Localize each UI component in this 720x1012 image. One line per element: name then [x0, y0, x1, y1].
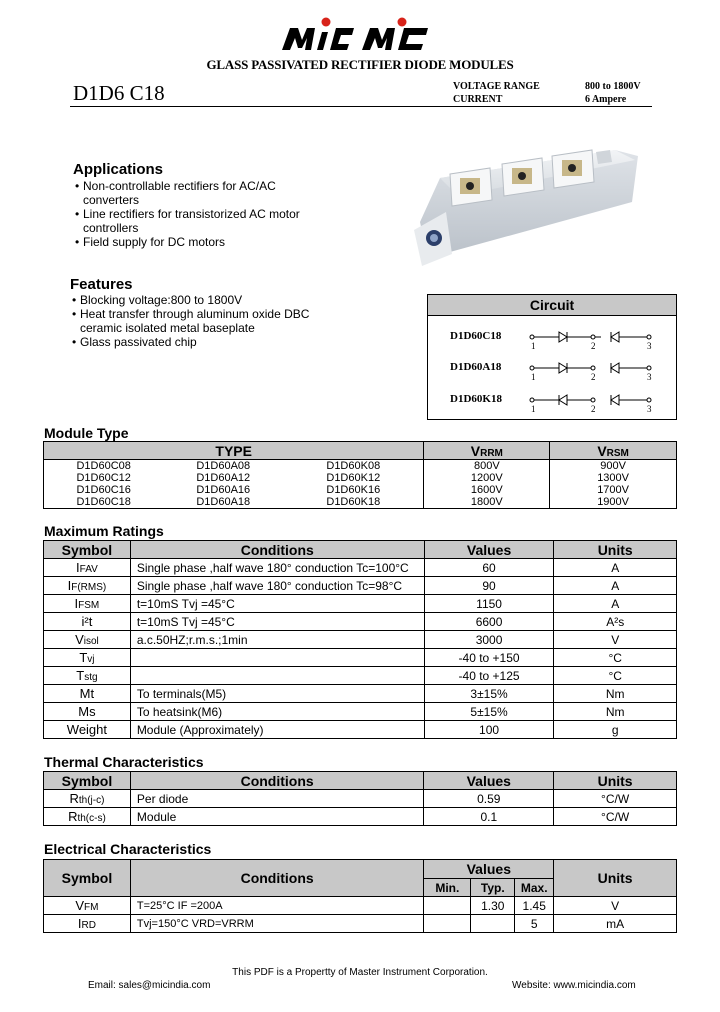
unit-cell: mA: [554, 915, 677, 933]
list-item: • Heat transfer through aluminum oxide DBC ceramic isolated metal baseplate: [72, 307, 310, 335]
table-row: [44, 915, 677, 933]
current-value: 6 Ampere: [585, 94, 627, 105]
symbol-cell: IF(RMS): [44, 577, 131, 595]
max-ratings-title: Maximum Ratings: [44, 523, 164, 539]
unit-cell: °C/W: [554, 808, 677, 826]
table-row: [44, 808, 677, 826]
footer-website[interactable]: Website: www.micindia.com: [512, 980, 636, 991]
unit-cell: V: [554, 897, 677, 915]
min-cell: [424, 915, 471, 933]
type-header: TYPE: [44, 442, 424, 460]
table-row: D1D60C18 D1D60A18 D1D60K18 1800V 1900V: [44, 496, 677, 509]
features-list: [72, 293, 400, 349]
node-2: 2: [591, 404, 596, 414]
applications-title: Applications: [73, 161, 164, 178]
symbol-header: Symbol: [44, 541, 131, 559]
condition-cell: Single phase ,half wave 180° conduction Tc=98°C: [130, 577, 424, 595]
condition-cell: Tvj=150°C VRD=VRRM: [130, 915, 424, 933]
thermal-table: [43, 771, 677, 826]
list-item: • Field supply for DC motors: [75, 235, 226, 249]
value-cell: 0.1: [424, 808, 554, 826]
table-row: D1D60C12 D1D60A12 D1D60K12 1200V 1300V: [44, 472, 677, 484]
value-cell: 3±15%: [424, 685, 554, 703]
unit-cell: °C: [554, 649, 677, 667]
max-ratings-table: [43, 540, 677, 739]
value-cell: 1150: [424, 595, 554, 613]
list-item: • Glass passivated chip: [72, 335, 197, 349]
node-1: 1: [531, 372, 536, 382]
units-header: Units: [554, 541, 677, 559]
unit-cell: A: [554, 577, 677, 595]
symbol-header: Symbol: [44, 860, 131, 897]
node-3: 3: [647, 341, 652, 351]
header-rule: [70, 106, 652, 107]
table-row: [44, 685, 677, 703]
table-row: [44, 595, 677, 613]
value-cell: 90: [424, 577, 554, 595]
condition-cell: t=10mS Tvj =45°C: [130, 595, 424, 613]
value-cell: 100: [424, 721, 554, 739]
typ-header: Typ.: [471, 879, 515, 897]
circuit-label-c: D1D60C18: [450, 330, 502, 342]
condition-cell: [130, 649, 424, 667]
values-header: Values: [424, 860, 554, 879]
value-cell: -40 to +125: [424, 667, 554, 685]
max-header: Max.: [515, 879, 554, 897]
symbol-cell: Mt: [44, 685, 131, 703]
condition-cell: [130, 667, 424, 685]
max-cell: 5: [515, 915, 554, 933]
conditions-header: Conditions: [130, 541, 424, 559]
symbol-cell: Ms: [44, 703, 131, 721]
condition-cell: Per diode: [130, 790, 423, 808]
unit-cell: Nm: [554, 685, 677, 703]
value-cell: 60: [424, 559, 554, 577]
module-photo: [410, 142, 650, 272]
circuit-title: Circuit: [428, 295, 676, 316]
node-1: 1: [531, 404, 536, 414]
symbol-cell: Visol: [44, 631, 131, 649]
list-item: • Non-controllable rectifiers for AC/AC converters: [75, 179, 276, 207]
min-header: Min.: [424, 879, 471, 897]
symbol-header: Symbol: [44, 772, 131, 790]
min-cell: [424, 897, 471, 915]
conditions-header: Conditions: [130, 772, 423, 790]
symbol-cell: Tstg: [44, 667, 131, 685]
table-row: [44, 897, 677, 915]
value-cell: 5±15%: [424, 703, 554, 721]
module-type-table: [43, 441, 677, 509]
unit-cell: Nm: [554, 703, 677, 721]
value-cell: -40 to +150: [424, 649, 554, 667]
symbol-cell: i²t: [44, 613, 131, 631]
units-header: Units: [554, 860, 677, 897]
unit-cell: g: [554, 721, 677, 739]
condition-cell: a.c.50HZ;r.m.s.;1min: [130, 631, 424, 649]
symbol-cell: IFSM: [44, 595, 131, 613]
typ-cell: [471, 915, 515, 933]
table-row: D1D60C08 D1D60A08 D1D60K08 800V 900V: [44, 460, 677, 473]
symbol-cell: VFM: [44, 897, 131, 915]
symbol-cell: Tvj: [44, 649, 131, 667]
unit-cell: V: [554, 631, 677, 649]
table-row: [44, 559, 677, 577]
condition-cell: Module: [130, 808, 423, 826]
unit-cell: A²s: [554, 613, 677, 631]
max-cell: 1.45: [515, 897, 554, 915]
unit-cell: A: [554, 559, 677, 577]
electrical-title: Electrical Characteristics: [44, 841, 212, 857]
table-row: [44, 790, 677, 808]
table-row: [44, 703, 677, 721]
document-title: GLASS PASSIVATED RECTIFIER DIODE MODULES: [206, 57, 514, 72]
node-3: 3: [647, 372, 652, 382]
values-header: Values: [424, 772, 554, 790]
circuit-label-a: D1D60A18: [450, 361, 502, 373]
features-title: Features: [70, 276, 133, 293]
condition-cell: To heatsink(M6): [130, 703, 424, 721]
condition-cell: To terminals(M5): [130, 685, 424, 703]
node-2: 2: [591, 341, 596, 351]
conditions-header: Conditions: [130, 860, 424, 897]
list-item: • Line rectifiers for transistorized AC motor controllers: [75, 207, 300, 235]
unit-cell: °C: [554, 667, 677, 685]
values-header: Values: [424, 541, 554, 559]
condition-cell: T=25°C IF =200A: [130, 897, 424, 915]
table-row: [44, 667, 677, 685]
symbol-cell: Rth(j-c): [44, 790, 131, 808]
value-cell: 0.59: [424, 790, 554, 808]
part-number: D1D6 C18: [73, 81, 165, 105]
table-row: [44, 613, 677, 631]
footer-notice: This PDF is a Propertty of Master Instrument Corporation.: [232, 967, 488, 978]
circuit-label-k: D1D60K18: [450, 393, 502, 405]
value-cell: 3000: [424, 631, 554, 649]
symbol-cell: Weight: [44, 721, 131, 739]
thermal-title: Thermal Characteristics: [44, 754, 204, 770]
unit-cell: °C/W: [554, 790, 677, 808]
symbol-cell: IFAV: [44, 559, 131, 577]
units-header: Units: [554, 772, 677, 790]
node-3: 3: [647, 404, 652, 414]
condition-cell: Single phase ,half wave 180° conduction Tc=100°C: [130, 559, 424, 577]
voltage-range-label: VOLTAGE RANGE: [453, 81, 540, 92]
electrical-table: [43, 859, 677, 933]
table-row: [44, 649, 677, 667]
symbol-cell: IRD: [44, 915, 131, 933]
unit-cell: A: [554, 595, 677, 613]
applications-list: [75, 179, 403, 249]
circuit-diagram: [525, 325, 660, 413]
symbol-cell: Rth(c-s): [44, 808, 131, 826]
condition-cell: t=10mS Tvj =45°C: [130, 613, 424, 631]
table-row: D1D60C16 D1D60A16 D1D60K16 1600V 1700V: [44, 484, 677, 496]
value-cell: 6600: [424, 613, 554, 631]
node-2: 2: [591, 372, 596, 382]
table-row: [44, 577, 677, 595]
vrsm-header: VRSM: [550, 442, 677, 460]
typ-cell: 1.30: [471, 897, 515, 915]
current-label: CURRENT: [453, 94, 503, 105]
module-type-title: Module Type: [44, 425, 129, 441]
table-row: [44, 721, 677, 739]
voltage-range-value: 800 to 1800V: [585, 81, 641, 92]
mic-logo: [280, 14, 432, 54]
node-1: 1: [531, 341, 536, 351]
condition-cell: Module (Approximately): [130, 721, 424, 739]
vrrm-header: VRRM: [424, 442, 550, 460]
list-item: • Blocking voltage:800 to 1800V: [72, 293, 243, 307]
table-row: [44, 631, 677, 649]
footer-email[interactable]: Email: sales@micindia.com: [88, 980, 211, 991]
